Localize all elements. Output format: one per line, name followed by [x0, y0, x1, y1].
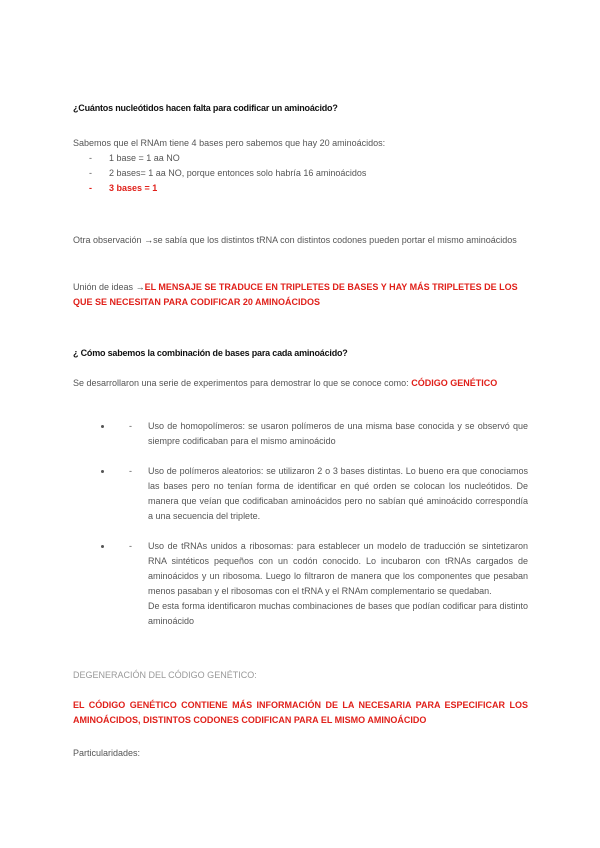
list-item: - • Uso de polímeros aleatorios: se utilizaron 2 o 3 bases distintas. Lo bueno era que conociamos las bases pero no tenían forma de identificar en qué orden se colocan los nucleótidos. De manera que veían que codificaban aminoácidos pero no sabían qué aminoácido correspondía a una secuencia del triplete. — [113, 464, 528, 524]
list-item: - • Uso de homopolímeros: se usaron polímeros de una misma base conocida y se observó que siempre codificaban para el mismo aminoácido — [113, 419, 528, 449]
experiments-section — [73, 410, 528, 644]
intro-text: Se desarrollaron una serie de experimentos para demostrar lo que se conoce como: — [73, 378, 409, 388]
union-highlight: EL MENSAJE SE TRADUCE EN TRIPLETES DE BASES Y HAY MÁS TRIPLETES DE LOS QUE SE NECESITAN PARA CODIFICAR 20 AMINOÁCIDOS — [73, 282, 518, 307]
experiments-list — [73, 419, 528, 629]
particularities-label: Particularidades: — [73, 748, 141, 758]
question-2-intro — [73, 376, 528, 391]
arrow-icon: → — [144, 235, 154, 245]
list-item: - 2 bases= 1 aa NO, porque entonces solo habría 16 aminoácidos — [73, 166, 528, 181]
union-paragraph — [73, 280, 528, 310]
answer-item: - 3 bases = 1 — [73, 181, 528, 196]
arrow-icon: → — [135, 282, 145, 292]
observation-paragraph — [73, 233, 528, 248]
observation-prefix: Otra observación — [73, 235, 142, 245]
degeneration-statement: EL CÓDIGO GENÉTICO CONTIENE MÁS INFORMACIÓN DE LA NECESARIA PARA ESPECIFICAR LOS AMINOÁCIDOS, DISTINTOS CODONES CODIFICAN PARA EL MISMO AMINOÁCIDO — [73, 700, 528, 725]
trna-text: Uso de tRNAs unidos a ribosomas: para establecer un modelo de traducción se sintetizaron RNA sintéticos pequeños con un codón conocido. Lo incubaron con tRNAs cargados de aminoácidos y un ribosoma. Luego lo filtraron de manera que los componentes que pesaban menos pasaban y el ribosomas con el tRNA y el RNAm complementario se quedaban. — [148, 541, 528, 596]
question-1-intro: Sabemos que el RNAm tiene 4 bases pero sabemos que hay 20 aminoácidos: — [73, 138, 386, 148]
degeneration-title: DEGENERACIÓN DEL CÓDIGO GENÉTICO: — [73, 670, 257, 680]
list-item — [113, 539, 528, 629]
question-1-section — [73, 136, 528, 196]
question-1-title: ¿Cuántos nucleótidos hacen falta para codificar un aminoácido? — [73, 103, 338, 113]
question-2-title: ¿ Cómo sabemos la combinación de bases para cada aminoácido? — [73, 348, 348, 358]
bases-list — [73, 151, 528, 196]
trna-text-2: De esta forma identificaron muchas combinaciones de bases que podían codificar para distinto aminoácido — [148, 601, 528, 626]
observation-text: se sabía que los distintos tRNA con distintos codones pueden portar el mismo aminoácidos — [153, 235, 517, 245]
union-prefix: Unión de ideas — [73, 282, 134, 292]
list-item: - 1 base = 1 aa NO — [73, 151, 528, 166]
code-highlight: CÓDIGO GENÉTICO — [411, 378, 498, 388]
